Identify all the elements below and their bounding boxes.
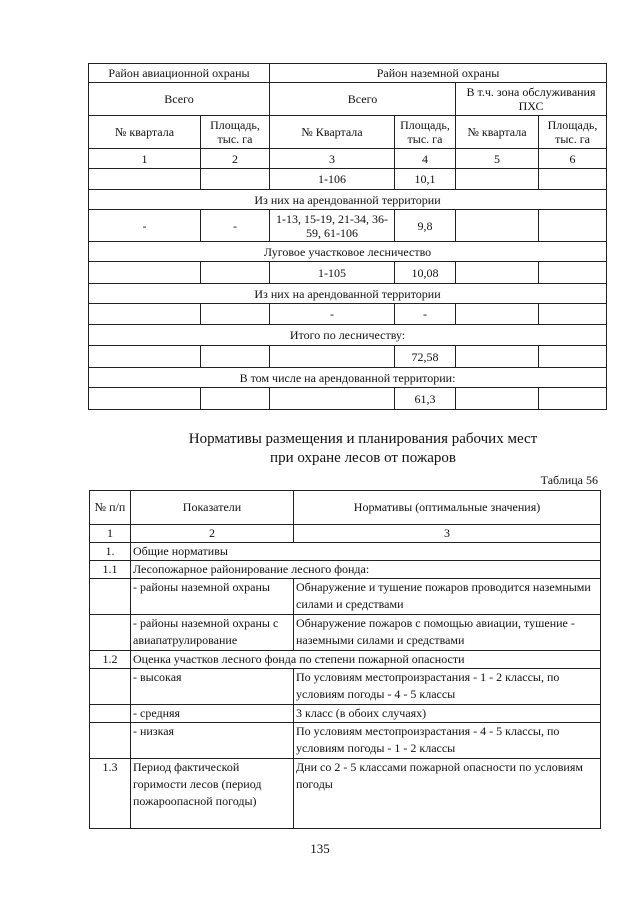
section-heading: Общие нормативы: [131, 543, 601, 561]
column-number: 2: [201, 149, 270, 169]
column-number: 1: [90, 525, 131, 543]
column-number: 1: [89, 149, 201, 169]
section-heading: Луговое участковое лесничество: [89, 242, 607, 262]
row-number: 1.2: [90, 651, 131, 669]
table-cell: [456, 210, 539, 242]
table-cell: [201, 388, 270, 410]
row-number: 1.: [90, 543, 131, 561]
table-cell: [89, 304, 201, 325]
header-area-2: Площадь, тыс. га: [395, 116, 456, 149]
table-cell: 72,58: [395, 346, 456, 368]
table-cell: [90, 615, 131, 651]
table-cell: [90, 723, 131, 759]
header-area-1: Площадь, тыс. га: [201, 116, 270, 149]
indicator-cell: - районы наземной охраны: [131, 579, 294, 615]
table-cell: 61,3: [395, 388, 456, 410]
table-cell: [539, 304, 607, 325]
table-cell: 1-105: [270, 262, 395, 284]
table-cell: [539, 346, 607, 368]
column-number: 6: [539, 149, 607, 169]
table-cell: [90, 669, 131, 705]
row-number: 1.3: [90, 759, 131, 829]
table-cell: [89, 262, 201, 284]
table-cell: [539, 388, 607, 410]
header-indicators: Показатели: [131, 491, 294, 525]
row-number: 1.1: [90, 561, 131, 579]
table-cell: [89, 346, 201, 368]
column-number: 2: [131, 525, 294, 543]
table-cell: [89, 388, 201, 410]
header-quarter-3: № квартала: [456, 116, 539, 149]
header-quarter-2: № Квартала: [270, 116, 395, 149]
indicator-cell: - высокая: [131, 669, 294, 705]
table-cell: -: [201, 210, 270, 242]
section-heading: Оценка участков лесного фонда по степени пожарной опасности: [131, 651, 601, 669]
header-norms: Нормативы (оптимальные значения): [294, 491, 601, 525]
norm-cell: Обнаружение пожаров с помощью авиации, тушение - наземными силами и средствами: [294, 615, 601, 651]
table-cell: -: [270, 304, 395, 325]
header-ground: Район наземной охраны: [270, 64, 607, 83]
section-heading: В том числе на арендованной территории:: [89, 368, 607, 388]
table-cell: [90, 579, 131, 615]
norm-cell: Дни со 2 - 5 классами пожарной опасности по условиям погоды: [294, 759, 601, 829]
table-cell: [456, 388, 539, 410]
section-heading: Лесопожарное районирование лесного фонда:: [131, 561, 601, 579]
table-cell: [539, 169, 607, 190]
header-number: № п/п: [90, 491, 131, 525]
section-title-line-1: Нормативы размещения и планирования рабочих мест: [188, 431, 538, 447]
table-cell: [270, 346, 395, 368]
header-total-ground: Всего: [270, 83, 456, 116]
column-number: 3: [294, 525, 601, 543]
table-cell: 1-13, 15-19, 21-34, 36-59, 61-106: [270, 210, 395, 242]
section-title: [88, 430, 638, 468]
norm-cell: 3 класс (в обоих случаях): [294, 705, 601, 723]
norm-cell: По условиям местопроизрастания - 4 - 5 классы, по условиям погоды - 1 - 2 классы: [294, 723, 601, 759]
table-cell: [456, 169, 539, 190]
table-cell: -: [89, 210, 201, 242]
table-cell: [456, 262, 539, 284]
column-number: 3: [270, 149, 395, 169]
table-cell: 9,8: [395, 210, 456, 242]
indicator-cell: - низкая: [131, 723, 294, 759]
table-cell: [201, 169, 270, 190]
column-number: 5: [456, 149, 539, 169]
table-cell: [201, 262, 270, 284]
header-quarter-1: № квартала: [89, 116, 201, 149]
table-cell: [539, 210, 607, 242]
table-cell: [270, 388, 395, 410]
table-cell: [89, 169, 201, 190]
header-total-aviation: Всего: [89, 83, 270, 116]
table-cell: 10,08: [395, 262, 456, 284]
header-aviation: Район авиационной охраны: [89, 64, 270, 83]
indicator-cell: Период фактической горимости лесов (период пожароопасной погоды): [131, 759, 294, 829]
table-cell: [201, 346, 270, 368]
section-title-line-2: при охране лесов от пожаров: [270, 450, 456, 466]
indicator-cell: - средняя: [131, 705, 294, 723]
table-label: Таблица 56: [540, 473, 598, 487]
table-cell: [539, 262, 607, 284]
table-cell: [456, 346, 539, 368]
table-cell: [456, 304, 539, 325]
table-cell: -: [395, 304, 456, 325]
header-pkhs-zone: В т.ч. зона обслуживания ПХС: [456, 83, 607, 116]
norm-cell: По условиям местопроизрастания - 1 - 2 классы, по условиям погоды - 4 - 5 классы: [294, 669, 601, 705]
indicator-cell: - районы наземной охраны с авиапатрулирование: [131, 615, 294, 651]
section-heading: Итого по лесничеству:: [89, 325, 607, 346]
section-heading: Из них на арендованной территории: [89, 284, 607, 304]
table-cell: 10,1: [395, 169, 456, 190]
forest-area-table: [88, 63, 607, 410]
norm-cell: Обнаружение и тушение пожаров проводится наземными силами и средствами: [294, 579, 601, 615]
table-cell: 1-106: [270, 169, 395, 190]
header-area-3: Площадь, тыс. га: [539, 116, 607, 149]
page-number: 135: [310, 841, 330, 856]
column-number: 4: [395, 149, 456, 169]
table-cell: [90, 705, 131, 723]
table-cell: [201, 304, 270, 325]
fire-norms-table: [89, 490, 601, 829]
section-heading: Из них на арендованной территории: [89, 190, 607, 210]
